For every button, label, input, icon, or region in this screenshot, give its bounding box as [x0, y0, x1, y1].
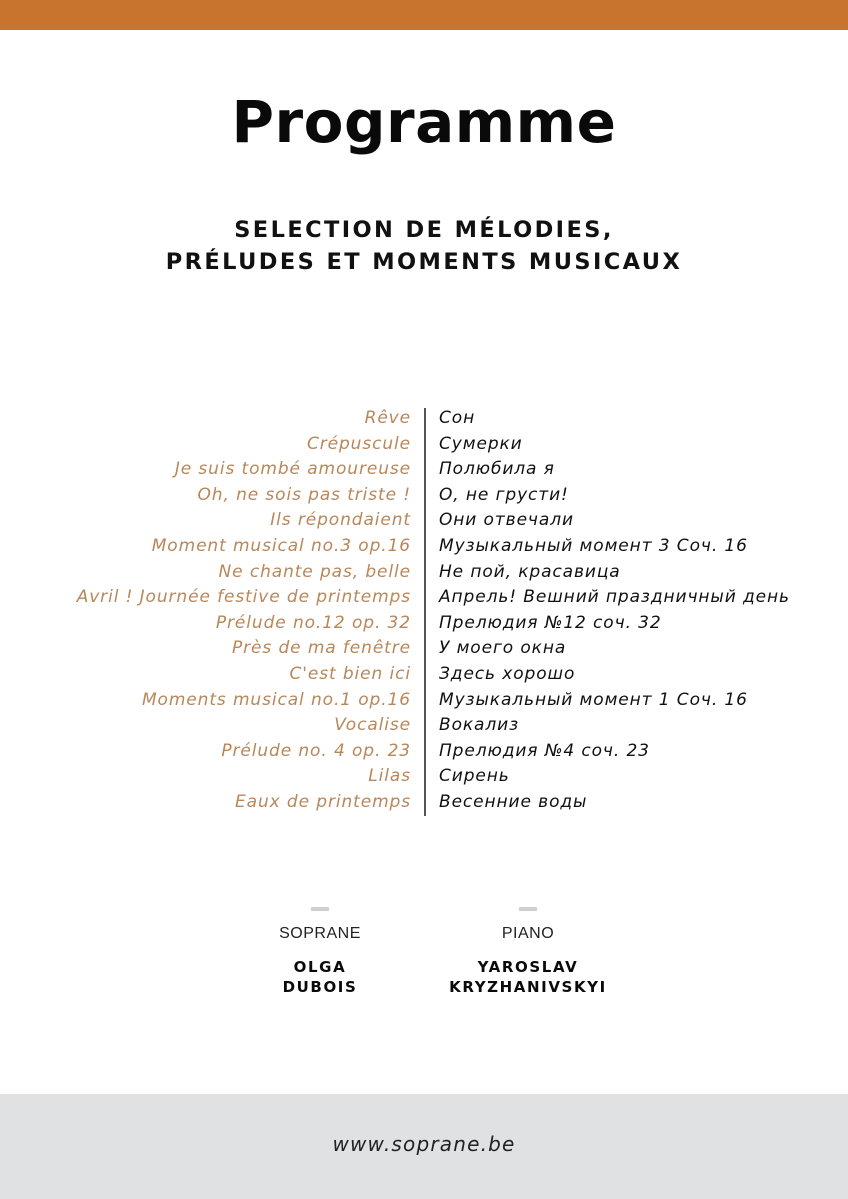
french-title: Moment musical no.3 op.16 — [151, 536, 411, 556]
programme-row — [0, 534, 848, 560]
programme-row — [0, 636, 848, 662]
french-title: Oh, ne sois pas triste ! — [197, 484, 411, 505]
pianist-name — [418, 957, 638, 997]
programme-row — [0, 483, 848, 509]
russian-title: Прелюдия №4 соч. 23 — [439, 740, 650, 761]
programme-row — [0, 713, 848, 739]
russian-title: Апрель! Вешний праздничный день — [439, 587, 790, 608]
russian-title: Вокализ — [439, 715, 520, 736]
french-title: Je suis tombé amoureuse — [174, 459, 411, 480]
programme-row — [0, 611, 848, 637]
programme-row — [0, 560, 848, 586]
programme-row — [0, 688, 848, 714]
programme-row — [0, 508, 848, 534]
russian-title: Прелюдия №12 соч. 32 — [439, 612, 662, 633]
french-title: Avril ! Journée festive de printemps — [76, 587, 411, 608]
programme-row — [0, 739, 848, 765]
russian-title: Они отвечали — [439, 510, 574, 531]
soprano-first-name: OLGA — [293, 958, 347, 976]
french-title: Lilas — [368, 766, 411, 787]
pianist-last-name: KRYZHANIVSKYI — [449, 978, 607, 996]
programme-row — [0, 457, 848, 483]
russian-title: Сирень — [439, 766, 510, 787]
pianist-first-name: YAROSLAV — [477, 958, 579, 976]
russian-title: О, не грусти! — [439, 484, 569, 505]
website-link[interactable]: www.soprane.be — [332, 1132, 516, 1156]
russian-title: Музыкальный момент 1 Соч. 16 — [439, 689, 748, 710]
programme-row — [0, 764, 848, 790]
russian-title: Сон — [439, 408, 476, 428]
russian-title: Весенние воды — [439, 792, 588, 812]
french-title: Prélude no.12 op. 32 — [215, 612, 411, 633]
programme-row — [0, 432, 848, 458]
subtitle-line-1: SELECTION DE MÉLODIES, — [234, 217, 614, 243]
french-title: Ne chante pas, belle — [218, 561, 411, 582]
programme-row — [0, 662, 848, 688]
soprano-dash — [311, 907, 329, 911]
french-title: Près de ma fenêtre — [232, 638, 411, 659]
soprano-name — [240, 957, 400, 997]
programme-subtitle — [0, 214, 848, 278]
russian-title: У моего окна — [439, 638, 567, 659]
footer — [0, 1094, 848, 1199]
french-title: Moments musical no.1 op.16 — [141, 689, 411, 710]
subtitle-line-2: PRÉLUDES ET MOMENTS MUSICAUX — [165, 249, 683, 275]
french-title: Prélude no. 4 op. 23 — [221, 740, 411, 761]
french-title: Crépuscule — [306, 433, 411, 454]
french-title: Rêve — [364, 408, 411, 428]
french-title: Vocalise — [334, 715, 411, 736]
french-title: Ils répondaient — [270, 510, 411, 531]
programme-list — [0, 406, 848, 816]
russian-title: Полюбила я — [439, 459, 555, 480]
french-title: Eaux de printemps — [235, 792, 411, 812]
russian-title: Музыкальный момент 3 Соч. 16 — [439, 536, 748, 556]
top-accent-bar — [0, 0, 848, 30]
soprano-last-name: DUBOIS — [282, 978, 358, 996]
french-title: C'est bien ici — [289, 664, 411, 684]
russian-title: Сумерки — [439, 433, 523, 454]
programme-row — [0, 790, 848, 816]
soprano-role: SOPRANE — [279, 925, 361, 942]
page-title: Programme — [231, 88, 617, 156]
piano-dash — [519, 907, 537, 911]
programme-row — [0, 585, 848, 611]
programme-row — [0, 406, 848, 432]
piano-role: PIANO — [501, 925, 555, 942]
russian-title: Здесь хорошо — [439, 664, 576, 684]
russian-title: Не пой, красавица — [439, 561, 621, 582]
